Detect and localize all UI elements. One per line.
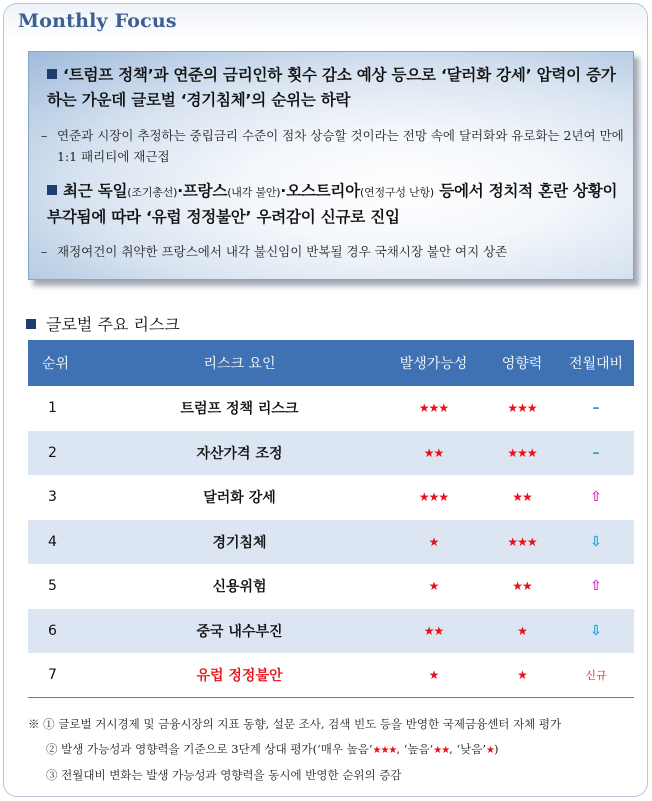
rank-cell: 1 — [48, 400, 57, 417]
footnotes — [28, 712, 638, 788]
dash-icon: – — [41, 244, 48, 259]
risk-table — [28, 340, 634, 698]
rank-cell: 2 — [28, 431, 98, 476]
probability-stars: ★★ — [423, 623, 444, 638]
factor-cell: 신용위험 — [212, 579, 267, 596]
footnote-2-stars-2: ★★ — [433, 745, 450, 756]
factor-cell: 중국 내수부진 — [98, 609, 381, 654]
table-row — [28, 475, 634, 520]
impact-stars: ★★★ — [507, 534, 537, 549]
impact-stars: ★ — [517, 668, 527, 682]
probability-stars: ★★ — [423, 445, 444, 460]
impact-stars: ★★ — [512, 579, 532, 594]
new-entry-badge: 신규 — [585, 669, 607, 682]
probability-stars: ★★★ — [418, 490, 449, 505]
probability-stars: ★ — [428, 534, 439, 549]
factor-cell: 경기침체 — [98, 520, 381, 565]
focus-summary-box — [28, 51, 634, 280]
factor-cell: 트럼프 정책 리스크 — [180, 401, 299, 418]
impact-stars: ★★★ — [507, 401, 537, 416]
arrow-down-icon: ⇩ — [590, 622, 602, 639]
dash-icon: – — [41, 128, 48, 143]
header-mom: 전월대비 — [558, 340, 634, 386]
impact-stars: ★ — [517, 623, 527, 638]
impact-stars: ★★★ — [507, 445, 537, 460]
footnote-2-stars-1: ★ — [486, 745, 494, 756]
factor-cell: 자산가격 조정 — [98, 431, 381, 476]
table-row — [28, 520, 634, 565]
no-change-icon: – — [592, 400, 600, 417]
bullet-2-note-a: (조기총선) — [127, 186, 178, 199]
square-bullet-icon — [47, 185, 57, 195]
section-title-text: 글로벌 주요 리스크 — [46, 315, 180, 334]
factor-cell: 달러화 강세 — [203, 490, 276, 507]
no-change-icon: – — [592, 444, 600, 461]
focus-bullet-1 — [47, 63, 627, 113]
rank-cell: 5 — [48, 578, 57, 595]
footnote-3: ③ 전월대비 변화는 발생 가능성과 영향력을 동시에 반영한 순위의 증감 — [46, 768, 402, 782]
table-row — [28, 386, 634, 431]
bullet-2-note-b: (내각 불안) — [227, 186, 281, 199]
probability-stars: ★ — [428, 668, 439, 682]
section-title — [26, 312, 180, 335]
rank-cell: 6 — [28, 609, 98, 654]
probability-stars: ★★★ — [418, 401, 449, 416]
header-probability: 발생가능성 — [381, 340, 486, 386]
footnote-2-text-d: ) — [493, 742, 499, 756]
header-rank: 순위 — [28, 340, 98, 386]
arrow-down-icon: ⇩ — [590, 533, 602, 550]
footnote-2-text-c: , ‘낮음’ — [449, 742, 487, 756]
table-row — [28, 609, 634, 654]
bullet-2-text-d: 등에서 정치적 혼란 상황이 부각됨에 따라 ‘유럽 정정불안’ 우려감이 신규로 진입 — [47, 182, 618, 226]
header-factor: 리스크 요인 — [98, 340, 381, 386]
table-row — [28, 653, 634, 698]
focus-bullet-2 — [47, 179, 627, 230]
bullet-2-text-b: ·프랑스 — [177, 182, 228, 200]
footnote-2 — [28, 737, 638, 763]
table-header-row — [28, 340, 634, 386]
sub-2-text: 재정여건이 취약한 프랑스에서 내각 불신임이 반복될 경우 국채시장 불안 여지 상존 — [57, 244, 508, 259]
footnote-2-text-a: ② 발생 가능성과 영향력을 기준으로 3단계 상대 평가(‘매우 높음’ — [46, 742, 373, 756]
bullet-1-text: ‘트럼프 정책’과 연준의 금리인하 횟수 감소 예상 등으로 ‘달러화 강세’ 압력이 증가하는 가운데 글로벌 ‘경기침체’의 순위는 하락 — [47, 66, 616, 109]
bullet-2-text-c: ·오스트리아 — [280, 182, 360, 200]
sub-1-text: 연준과 시장이 추정하는 중립금리 수준이 점차 상승할 것이라는 전망 속에 달러화와 유로화는 2년여 만에 1:1 패리티에 재근접 — [57, 128, 624, 164]
bullet-2-note-c: (연정구성 난항) — [359, 186, 434, 199]
probability-stars: ★ — [428, 579, 439, 594]
square-bullet-icon — [47, 69, 57, 79]
focus-sub-2 — [41, 241, 627, 262]
table-row — [28, 431, 634, 476]
rank-cell: 7 — [28, 653, 98, 698]
focus-sub-1 — [41, 125, 627, 167]
square-bullet-icon — [26, 319, 36, 329]
footnote-2-text-b: , ‘높음’ — [396, 742, 434, 756]
page-title: Monthly Focus — [18, 10, 177, 32]
rank-cell: 4 — [28, 520, 98, 565]
table-row — [28, 564, 634, 609]
footnote-2-stars-3: ★★★ — [372, 745, 397, 756]
factor-cell: 유럽 정정불안 — [98, 653, 381, 698]
arrow-up-icon: ⇧ — [590, 489, 602, 506]
footnote-1: ※ ① 글로벌 거시경제 및 금융시장의 지표 동향, 설문 조사, 검색 빈도 등을 반영한 국제금융센터 자체 평가 — [28, 717, 562, 731]
bullet-2-text-a: 최근 독일 — [63, 182, 128, 200]
rank-cell: 3 — [48, 489, 57, 506]
impact-stars: ★★ — [512, 490, 532, 505]
arrow-up-icon: ⇧ — [590, 578, 602, 595]
header-impact: 영향력 — [486, 340, 558, 386]
